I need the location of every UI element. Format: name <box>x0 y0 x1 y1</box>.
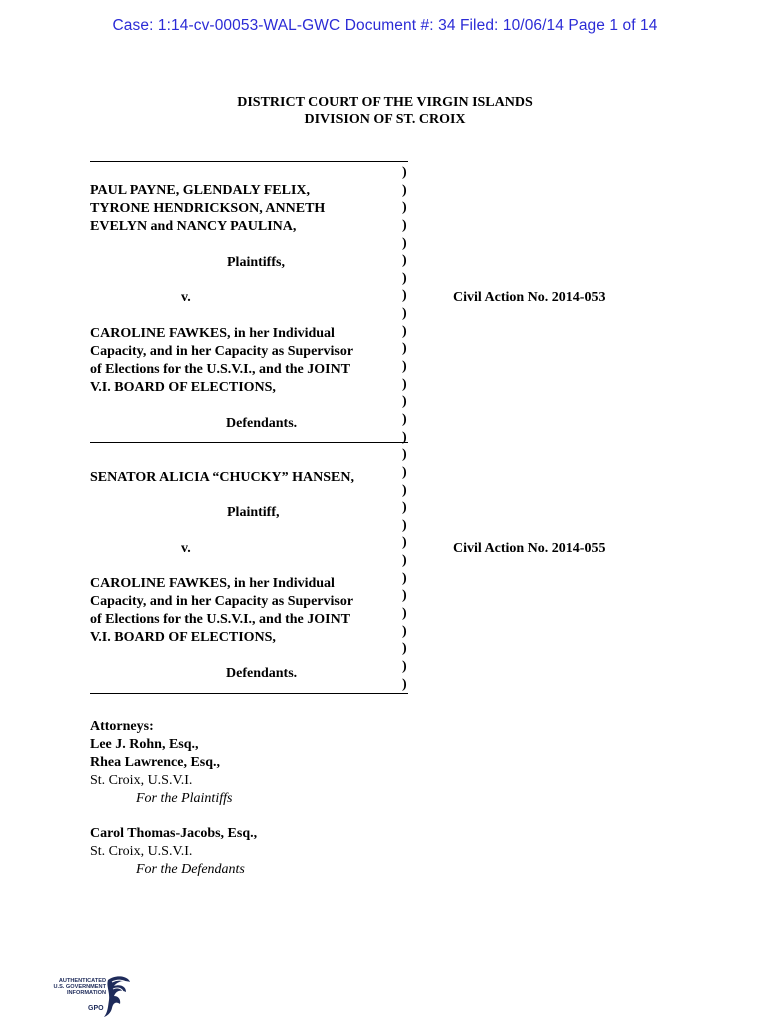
case2-civil-action: Civil Action No. 2014-055 <box>453 541 606 556</box>
case1-versus: v. <box>181 290 191 305</box>
caption-paren: ) <box>402 658 407 674</box>
attorneys-heading: Attorneys: <box>90 719 154 734</box>
caption-paren: ) <box>402 517 407 533</box>
caption-paren: ) <box>402 606 407 622</box>
case1-plaintiffs-line1: PAUL PAYNE, GLENDALY FELIX, <box>90 183 311 198</box>
case1-defendant-line4: V.I. BOARD OF ELECTIONS, <box>90 380 276 395</box>
gpo-seal-label: GPO <box>88 1005 104 1012</box>
caption-paren: ) <box>402 217 407 233</box>
caption-paren: ) <box>402 500 407 516</box>
case2-bottom-rule <box>90 693 408 694</box>
case1-defendants-label: Defendants. <box>226 416 298 431</box>
caption-paren: ) <box>402 553 407 569</box>
case2-defendant-line3: of Elections for the U.S.V.I., and the JOINT <box>90 612 351 627</box>
case1-defendant-line3: of Elections for the U.S.V.I., and the JOINT <box>90 362 351 377</box>
caption-paren: ) <box>402 411 407 427</box>
gpo-authentication-seal <box>44 974 134 1018</box>
caption-paren: ) <box>402 376 407 392</box>
plaintiffs-attorney-location: St. Croix, U.S.V.I. <box>90 773 193 788</box>
eagle-icon <box>102 974 132 1018</box>
caption-paren: ) <box>402 359 407 375</box>
case1-defendant-line2: Capacity, and in her Capacity as Supervisor <box>90 344 354 359</box>
gpo-seal-line1: AUTHENTICATED <box>58 978 106 984</box>
case2-plaintiff-line1: SENATOR ALICIA “CHUCKY” HANSEN, <box>90 470 354 485</box>
caption-paren: ) <box>402 253 407 269</box>
case2-versus: v. <box>181 541 191 556</box>
case1-plaintiffs-label: Plaintiffs, <box>227 255 285 270</box>
caption-paren: ) <box>402 676 407 692</box>
case1-plaintiffs-line3: EVELYN and NANCY PAULINA, <box>90 219 297 234</box>
case2-plaintiff-label: Plaintiff, <box>227 505 280 520</box>
caption-paren: ) <box>402 429 407 445</box>
case1-bottom-rule <box>90 442 408 443</box>
caption-paren: ) <box>402 535 407 551</box>
gpo-seal-line3: INFORMATION <box>66 990 106 997</box>
filing-header: Case: 1:14-cv-00053-WAL-GWC Document #: 34 Filed: 10/06/14 Page 1 of 14 <box>112 17 658 34</box>
caption-paren: ) <box>402 200 407 216</box>
defendants-attorney: Carol Thomas-Jacobs, Esq., <box>90 826 258 841</box>
gpo-seal-line2: U.S. GOVERNMENT <box>53 984 106 991</box>
caption-top-rule <box>90 161 408 162</box>
case2-defendant-line2: Capacity, and in her Capacity as Supervisor <box>90 594 354 609</box>
caption-paren: ) <box>402 182 407 198</box>
case1-civil-action: Civil Action No. 2014-053 <box>453 290 606 305</box>
caption-paren: ) <box>402 341 407 357</box>
caption-paren: ) <box>402 288 407 304</box>
caption-paren: ) <box>402 394 407 410</box>
case2-defendants-label: Defendants. <box>226 666 298 681</box>
caption-paren: ) <box>402 570 407 586</box>
caption-paren: ) <box>402 641 407 657</box>
case2-defendant-line4: V.I. BOARD OF ELECTIONS, <box>90 630 276 645</box>
plaintiffs-attorney-role: For the Plaintiffs <box>136 791 233 806</box>
defendants-attorney-role: For the Defendants <box>136 862 245 877</box>
plaintiffs-attorney-2: Rhea Lawrence, Esq., <box>90 755 221 770</box>
case1-defendant-line1: CAROLINE FAWKES, in her Individual <box>90 326 335 341</box>
caption-paren: ) <box>402 165 407 180</box>
defendants-attorney-location: St. Croix, U.S.V.I. <box>90 844 193 859</box>
caption-paren-column <box>402 164 407 693</box>
case1-plaintiffs-line2: TYRONE HENDRICKSON, ANNETH <box>90 201 326 216</box>
court-name: DISTRICT COURT OF THE VIRGIN ISLANDS <box>237 95 533 110</box>
caption-paren: ) <box>402 235 407 251</box>
court-caption <box>0 94 770 128</box>
caption-paren: ) <box>402 482 407 498</box>
caption-paren: ) <box>402 306 407 322</box>
caption-paren: ) <box>402 270 407 286</box>
caption-paren: ) <box>402 623 407 639</box>
caption-paren: ) <box>402 447 407 463</box>
caption-paren: ) <box>402 464 407 480</box>
gpo-seal-text <box>44 978 106 997</box>
court-division: DIVISION OF ST. CROIX <box>304 112 466 127</box>
case2-defendant-line1: CAROLINE FAWKES, in her Individual <box>90 576 335 591</box>
caption-paren: ) <box>402 323 407 339</box>
caption-paren: ) <box>402 588 407 604</box>
plaintiffs-attorney-1: Lee J. Rohn, Esq., <box>90 737 199 752</box>
